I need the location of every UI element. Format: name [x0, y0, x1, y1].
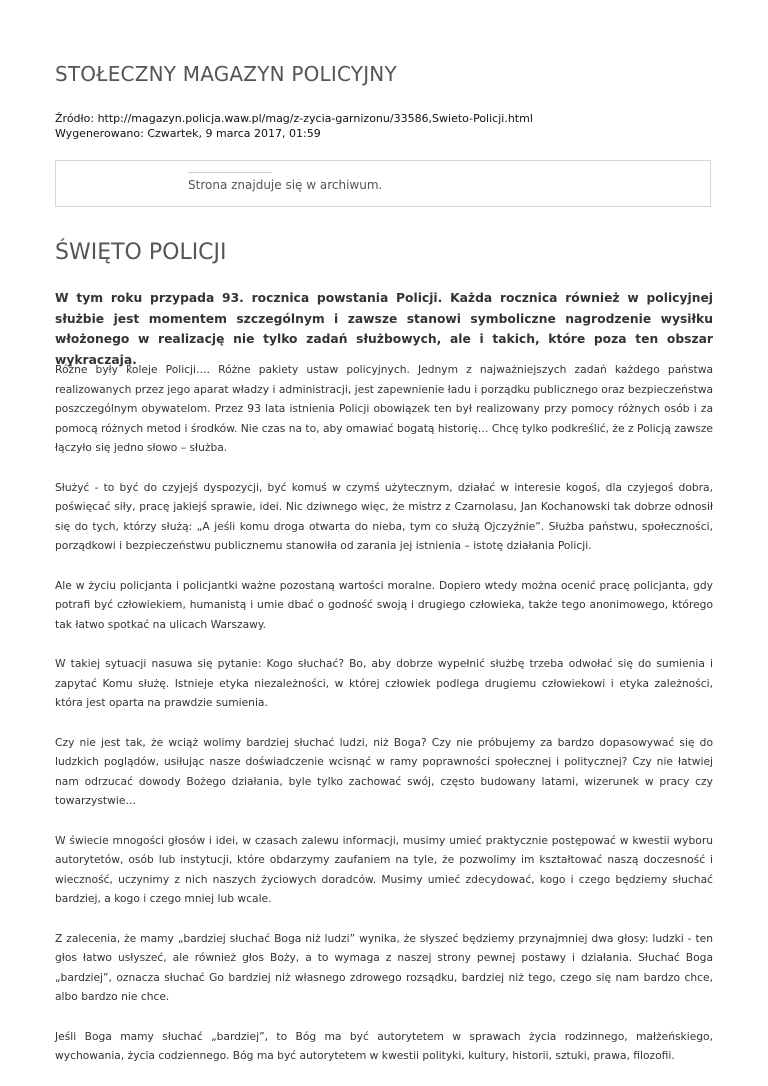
article-paragraph: W świecie mnogości głosów i idei, w czasach zalewu informacji, musimy umieć praktycznie postępować w kwestii wyboru autorytetów, osób lub instytucji, które obdarzymy zaufaniem na tyle, że pozwolimy im kształtować naszą doczesność i wieczność, uczynimy z nich naszych życiowych doradców. Musimy umieć zdecydować, kogo i czego będziemy słuchać bardziej, a kogo i czego mniej lub wcale. — [55, 833, 713, 905]
generated-date-line: Wygenerowano: Czwartek, 9 marca 2017, 01:59 — [55, 127, 321, 140]
archive-notice-text: Strona znajduje się w archiwum. — [188, 178, 383, 192]
article-paragraph: Służyć - to być do czyjejś dyspozycji, być komuś w czymś użytecznym, działać w interesie kogoś, dla czyjegoś dobra, poświęcać siły, pracę jakiejś sprawie, idei. Nic dziwnego więc, że mistrz z Czarnolasu, Jan Kochanowski tak dobrze odnosił się do tych, którzy służą: „A jeśli komu droga otwarta do nieba, tym co służą Ojczyźnie”. Służba państwu, społeczności, porządkowi i bezpieczeństwu publicznemu stanowiła od zarania jej istnienia – istotę działania Policji. — [55, 480, 713, 552]
article-paragraph: W takiej sytuacji nasuwa się pytanie: Kogo słuchać? Bo, aby dobrze wypełnić służbę trzeba odwołać się do sumienia i zapytać Komu służę. Istnieje etyka niezależności, w której człowiek podlega drugiemu człowiekowi i etyka zależności, która jest oparta na prawdzie sumienia. — [55, 657, 713, 709]
archive-notice-divider — [188, 172, 272, 173]
article-paragraph: Ale w życiu policjanta i policjantki ważne pozostaną wartości moralne. Dopiero wtedy można ocenić pracę policjanta, gdy potrafi być człowiekiem, humanistą i umie dbać o godność swoją i drugiego człowieka, także tego anonimowego, którego tak łatwo spotkać na ulicach Warszawy. — [55, 578, 713, 631]
article-title: ŚWIĘTO POLICJI — [55, 240, 227, 265]
article-paragraph: Różne były koleje Policji…. Różne pakiety ustaw policyjnych. Jednym z najważniejszych zadań każdego państwa realizowanych przez jego aparat władzy i administracji, jest zapewnienie ładu i porządku publicznego oraz bezpieczeństwa poszczególnym obywatelom. Przez 93 lata istnienia Policji obowiązek ten był realizowany przy pomocy różnych osób i za pomocą różnych metod i środków. Nie czas na to, aby omawiać bogatą historię… Chcę tylko podkreślić, że z Policją zawsze łączyło się jedno słowo – służba. — [55, 363, 713, 454]
site-title: STOŁECZNY MAGAZYN POLICYJNY — [55, 62, 397, 86]
article-paragraph: Czy nie jest tak, że wciąż wolimy bardziej słuchać ludzi, niż Boga? Czy nie próbujemy za bardzo dopasowywać się do ludzkich poglądów, usiłując nasze doświadczenie wcisnąć w ramy poprawności społecznej i politycznej? Czy nie łatwiej nam odrzucać dowody Bożego działania, byle tylko zachować swój, często budowany latami, wizerunek w pracy czy towarzystwie… — [55, 735, 713, 807]
article-lead: W tym roku przypada 93. rocznica powstania Policji. Każda rocznica również w policyjnej służbie jest momentem szczególnym i zawsze stanowi symboliczne nagrodzenie wysiłku włożonego w realizację nie tylko zadań służbowych, ale i takich, które poza ten obszar wykraczają. — [55, 291, 713, 367]
article-paragraph: Z zalecenia, że mamy „bardziej słuchać Boga niż ludzi” wynika, że słyszeć będziemy przynajmniej dwa głosy: ludzki - ten głos łatwo usłyszeć, ale również głos Boży, a to wymaga z naszej strony pewnej postawy i działania. Słuchać Boga „bardziej”, oznacza słuchać Go bardziej niż własnego zdrowego rozsądku, bardziej niż tego, czego się nam bardzo chce, albo bardzo nie chce. — [55, 931, 713, 1003]
article-body — [55, 360, 713, 1086]
article-paragraph: Jeśli Boga mamy słuchać „bardziej”, to Bóg ma być autorytetem w sprawach życia rodzinnego, małżeńskiego, wychowania, życia codziennego. Bóg ma być autorytetem w kwestii polityki, kultury, historii, sztuki, prawa, filozofii. — [55, 1029, 713, 1062]
archive-notice-box — [55, 160, 711, 207]
source-url-line: Źródło: http://magazyn.policja.waw.pl/mag/z-zycia-garnizonu/33586,Swieto-Policji.html — [55, 112, 533, 125]
document-meta — [55, 111, 533, 141]
